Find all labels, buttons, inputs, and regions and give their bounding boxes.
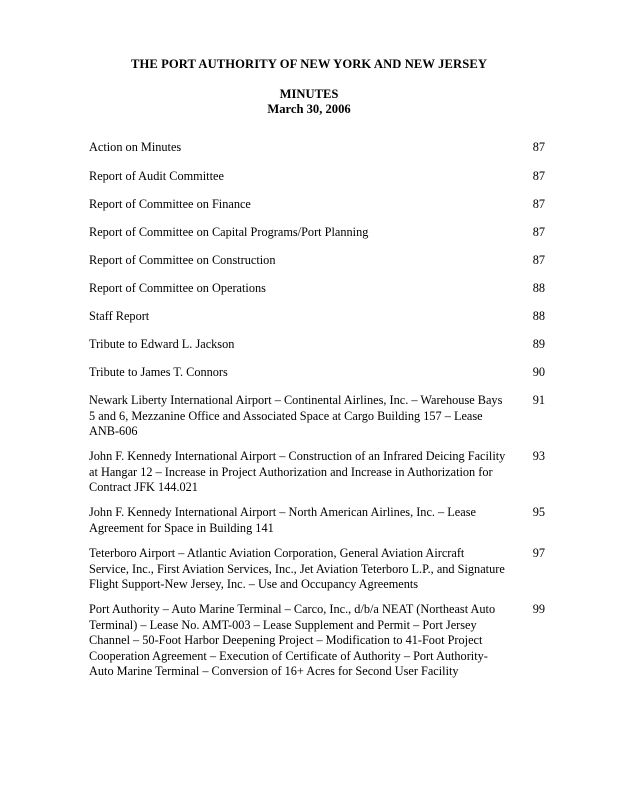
- toc-entry-label: Port Authority – Auto Marine Terminal – Carco, Inc., d/b/a NEAT (Northeast Auto Terminal) – Lease No. AMT-003 – Lease Supplement and Permit – Port Jersey Channel – 50-Foot Harbor Deepening Project – Modification to 41-Foot Project Cooperation Agreement – Execution of Certificate of Authority – Port Authority-Auto Marine Terminal – Conversion of 16+ Acres for Second User Facility: [89, 602, 496, 679]
- toc-entry: [89, 602, 545, 680]
- document-title-block: [0, 87, 618, 117]
- toc-entry-page: 87: [532, 169, 545, 183]
- toc-entry-page: 88: [532, 281, 545, 295]
- toc-entry: [89, 505, 545, 536]
- toc-entry-page: 97: [532, 546, 545, 560]
- toc-entry: [89, 337, 545, 353]
- toc-entry-label: Report of Audit Committee: [89, 169, 224, 183]
- toc-entry: [89, 253, 545, 269]
- toc-entry-page: 90: [532, 365, 545, 379]
- toc-entry-label: John F. Kennedy International Airport – North American Airlines, Inc. – Lease Agreement for Space in Building 141: [89, 505, 476, 535]
- toc-entry-page: 87: [532, 225, 545, 239]
- toc-entry: [89, 225, 545, 241]
- toc-entry: [89, 546, 545, 593]
- toc-entry: [89, 197, 545, 213]
- toc-entry-page: 88: [532, 309, 545, 323]
- toc-entry-label: Tribute to Edward L. Jackson: [89, 337, 235, 351]
- toc-entry: [89, 169, 545, 185]
- toc-entry-label: Staff Report: [89, 309, 150, 323]
- toc-entry: [89, 365, 545, 381]
- toc-entry-label: Report of Committee on Finance: [89, 197, 251, 211]
- document-date: March 30, 2006: [267, 102, 351, 116]
- toc-entry-page: 91: [532, 393, 545, 407]
- toc-entry-page: 87: [532, 253, 545, 267]
- toc-entry-label: Action on Minutes: [89, 140, 182, 154]
- toc-entry-label: Teterboro Airport – Atlantic Aviation Corporation, General Aviation Aircraft Service, Inc., First Aviation Services, Inc., Jet Aviation Teterboro L.P., and Signature Flight Support-New Jersey, Inc. – Use and Occupancy Agreements: [89, 546, 505, 592]
- toc-entry-page: 99: [532, 602, 545, 616]
- toc-entry: [89, 449, 545, 496]
- toc-entry: [89, 140, 545, 156]
- toc-entry-label: John F. Kennedy International Airport – Construction of an Infrared Deicing Facility at Hangar 12 – Increase in Project Authorization and Increase in Authorization for Contract JFK 144.021: [89, 449, 506, 495]
- document-title: MINUTES: [279, 87, 339, 101]
- organization-title: THE PORT AUTHORITY OF NEW YORK AND NEW JERSEY: [130, 57, 488, 71]
- toc-entry: [89, 281, 545, 297]
- toc-entry-page: 89: [532, 337, 545, 351]
- toc-entry: [89, 393, 545, 440]
- toc-entry-page: 93: [532, 449, 545, 463]
- toc-entry-label: Newark Liberty International Airport – Continental Airlines, Inc. – Warehouse Bays 5 and 6, Mezzanine Office and Associated Space at Cargo Building 157 – Lease ANB-606: [89, 393, 503, 439]
- toc-entry-label: Report of Committee on Construction: [89, 253, 276, 267]
- toc-entry: [89, 309, 545, 325]
- toc-entry-label: Tribute to James T. Connors: [89, 365, 228, 379]
- toc-entry-page: 95: [532, 505, 545, 519]
- toc-entry-page: 87: [532, 140, 545, 154]
- toc-entry-label: Report of Committee on Operations: [89, 281, 266, 295]
- toc-entry-page: 87: [532, 197, 545, 211]
- toc-entry-label: Report of Committee on Capital Programs/Port Planning: [89, 225, 369, 239]
